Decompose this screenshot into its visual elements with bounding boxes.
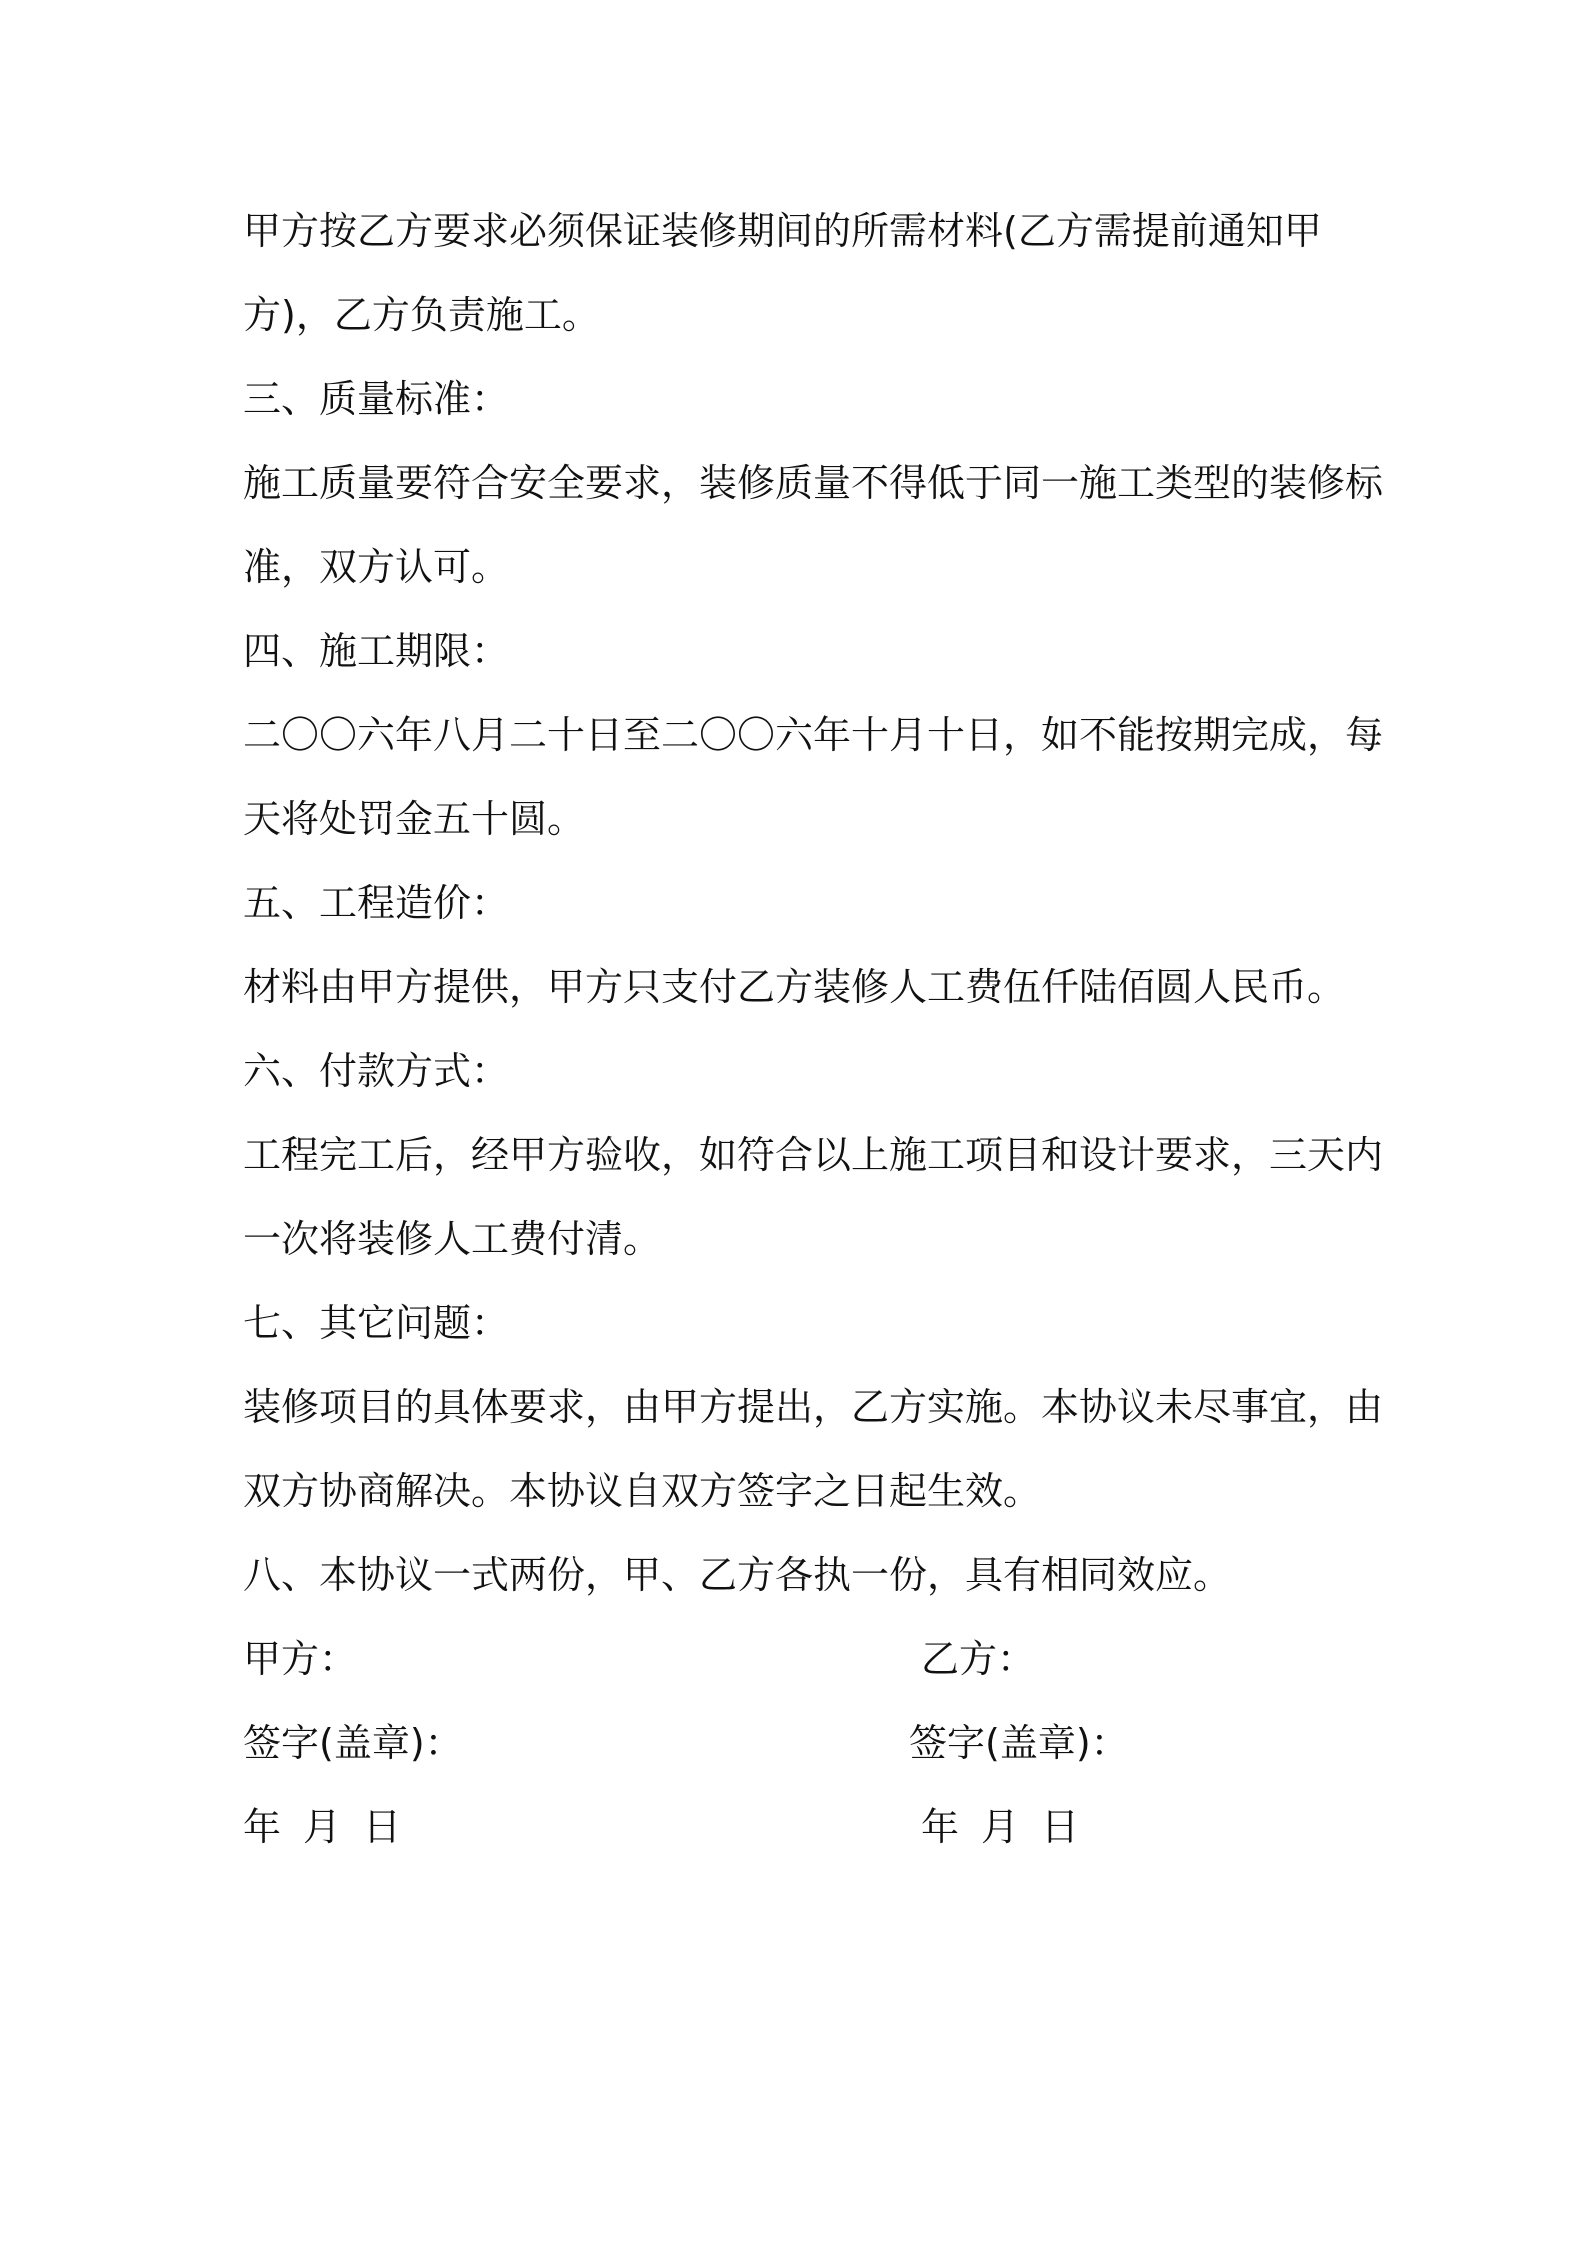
party-b-date-month: 月 [981,1805,1020,1849]
party-b-label: 乙方： [921,1637,1036,1681]
section-heading-quality: 三、质量标准： [243,377,510,421]
section-heading-payment: 六、付款方式： [243,1049,510,1093]
section-heading-copies: 八、本协议一式两份，甲、乙方各执一份，具有相同效应。 [243,1553,1232,1597]
party-b-sign-label: 签字(盖章)： [909,1721,1129,1765]
text-line-8: 天将处罚金五十圆。 [243,797,586,841]
text-line-4: 施工质量要符合安全要求，装修质量不得低于同一施工类型的装修标 [243,461,1384,505]
section-heading-duration: 四、施工期限： [243,629,510,673]
party-b-date [921,1804,1101,1850]
text-line-10: 材料由甲方提供，甲方只支付乙方装修人工费伍仟陆佰圆人民币。 [243,965,1346,1009]
section-heading-other: 七、其它问题： [243,1301,510,1345]
party-a-date-day: 日 [363,1805,402,1849]
section-heading-cost: 五、工程造价： [243,881,510,925]
text-line-7: 二〇〇六年八月二十日至二〇〇六年十月十日，如不能按期完成，每 [243,713,1384,757]
text-line-12: 工程完工后，经甲方验收，如符合以上施工项目和设计要求，三天内 [243,1133,1384,1177]
text-line-13: 一次将装修人工费付清。 [243,1217,662,1261]
party-a-date-month: 月 [303,1805,342,1849]
text-line-16: 双方协商解决。本协议自双方签字之日起生效。 [243,1469,1042,1513]
text-line-2: 方)，乙方负责施工。 [243,293,600,337]
party-b-date-day: 日 [1041,1805,1080,1849]
party-b-date-year: 年 [921,1805,960,1849]
text-line-1: 甲方按乙方要求必须保证装修期间的所需材料(乙方需提前通知甲 [243,209,1322,253]
party-a-label: 甲方： [243,1637,358,1681]
party-a-sign-label: 签字(盖章)： [243,1721,463,1765]
party-a-date [243,1804,423,1850]
text-line-5: 准，双方认可。 [243,545,510,589]
text-line-15: 装修项目的具体要求，由甲方提出，乙方实施。本协议未尽事宜，由 [243,1385,1384,1429]
party-a-date-year: 年 [243,1805,282,1849]
